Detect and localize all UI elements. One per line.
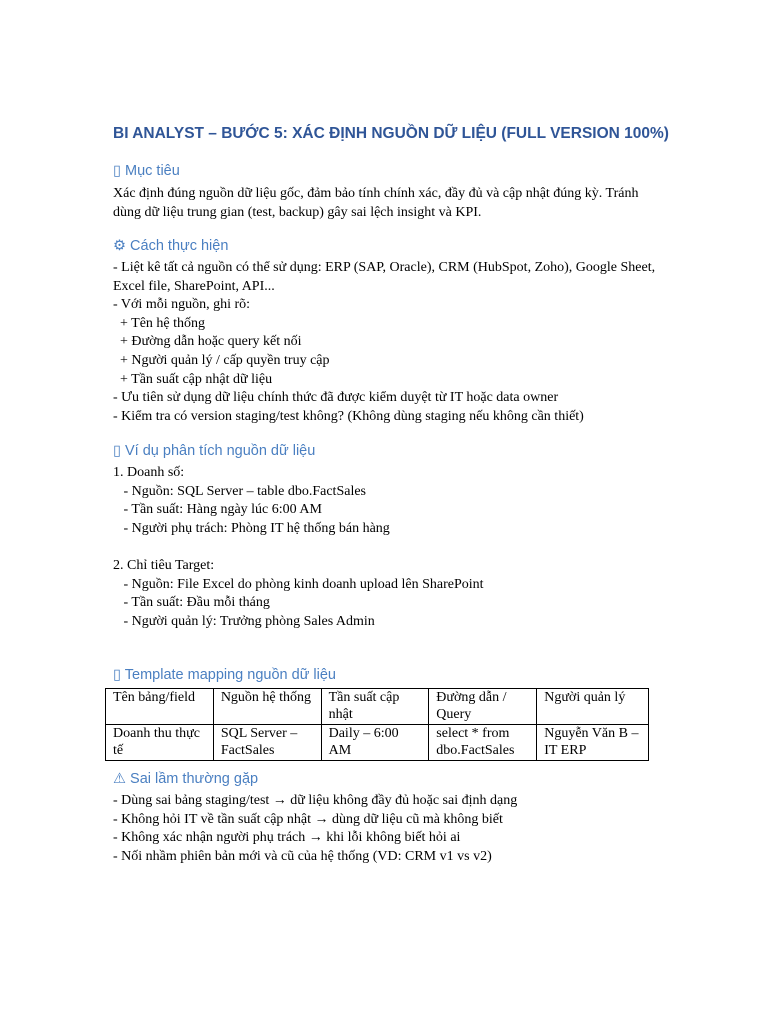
heading-text: Sai lầm thường gặp	[130, 771, 259, 787]
chart-icon: ▯	[113, 443, 121, 459]
heading-text: Ví dụ phân tích nguồn dữ liệu	[125, 443, 316, 459]
table-header-cell: Đường dẫn / Query	[429, 689, 537, 725]
table-cell: select * from dbo.FactSales	[429, 725, 537, 761]
table-header-cell: Người quản lý	[537, 689, 649, 725]
objective-text: Xác định đúng nguồn dữ liệu gốc, đảm bảo tính chính xác, đầy đủ và cập nhật đúng kỳ. Tránh dùng dữ liệu trung gian (test, backup) gây sai lệch insight và KPI.	[113, 186, 639, 220]
gear-icon: ⚙	[113, 238, 126, 254]
table-header-row	[106, 689, 649, 725]
section-heading-mistakes	[113, 771, 258, 787]
section-heading-template	[113, 667, 336, 683]
text-line: - Không hỏi IT về tần suất cập nhật → dùng dữ liệu cũ mà không biết	[113, 811, 503, 827]
table-cell: Nguyễn Văn B – IT ERP	[537, 725, 649, 761]
page-title: BI ANALYST – BƯỚC 5: XÁC ĐỊNH NGUỒN DỮ LIỆU (FULL VERSION 100%)	[113, 125, 669, 142]
table-row	[106, 725, 649, 761]
method-list	[113, 259, 655, 426]
section-heading-example	[113, 443, 315, 459]
text-line: + Tần suất cập nhật dữ liệu	[113, 371, 273, 387]
heading-text: Mục tiêu	[125, 163, 180, 179]
mapping-table	[105, 688, 649, 761]
table-header-cell: Nguồn hệ thống	[213, 689, 321, 725]
table-header-cell: Tần suất cập nhật	[321, 689, 429, 725]
mistakes-list	[113, 792, 517, 866]
section-heading-objective	[113, 163, 180, 179]
table-cell: Daily – 6:00 AM	[321, 725, 429, 761]
warning-icon: ⚠	[113, 771, 126, 787]
text-line: - Liệt kê tất cả nguồn có thể sử dụng: ERP (SAP, Oracle), CRM (HubSpot, Zoho), Google Sheet,	[113, 260, 656, 275]
text-line: - Nguồn: SQL Server – table dbo.FactSales	[113, 483, 366, 499]
text-line: - Không xác nhận người phụ trách → khi lỗi không biết hỏi ai	[113, 830, 461, 846]
text-line: 1. Doanh số:	[113, 465, 185, 480]
heading-text: Cách thực hiện	[130, 238, 229, 254]
text-line: Excel file, SharePoint, API...	[113, 278, 275, 294]
text-line: + Đường dẫn hoặc query kết nối	[113, 334, 302, 350]
clipboard-icon: ▯	[113, 667, 121, 683]
table-cell: Doanh thu thực tế	[106, 725, 214, 761]
table-cell: SQL Server – FactSales	[213, 725, 321, 761]
text-line: - Dùng sai bảng staging/test → dữ liệu không đầy đủ hoặc sai định dạng	[113, 793, 518, 808]
section-heading-method	[113, 238, 228, 254]
text-line: + Tên hệ thống	[113, 315, 206, 331]
example-list	[113, 464, 484, 631]
heading-text: Template mapping nguồn dữ liệu	[124, 667, 336, 683]
text-line: - Người quản lý: Trưởng phòng Sales Admin	[113, 613, 375, 629]
text-line: - Nối nhầm phiên bản mới và cũ của hệ thống (VD: CRM v1 vs v2)	[113, 848, 492, 864]
text-line: - Tần suất: Đầu mỗi tháng	[113, 595, 270, 611]
text-line: - Kiểm tra có version staging/test không? (Không dùng staging nếu không cần thiết)	[113, 408, 584, 424]
text-line: 2. Chỉ tiêu Target:	[113, 557, 215, 573]
text-line: - Người phụ trách: Phòng IT hệ thống bán hàng	[113, 520, 390, 536]
table-header-cell: Tên bảng/field	[106, 689, 214, 725]
text-line: + Người quản lý / cấp quyền truy cập	[113, 352, 330, 368]
text-line: - Nguồn: File Excel do phòng kinh doanh upload lên SharePoint	[113, 576, 484, 592]
text-line	[113, 538, 484, 557]
text-line: - Với mỗi nguồn, ghi rõ:	[113, 297, 251, 313]
pin-icon: ▯	[113, 163, 121, 179]
text-line: - Ưu tiên sử dụng dữ liệu chính thức đã được kiểm duyệt từ IT hoặc data owner	[113, 390, 559, 406]
text-line: - Tần suất: Hàng ngày lúc 6:00 AM	[113, 502, 322, 518]
